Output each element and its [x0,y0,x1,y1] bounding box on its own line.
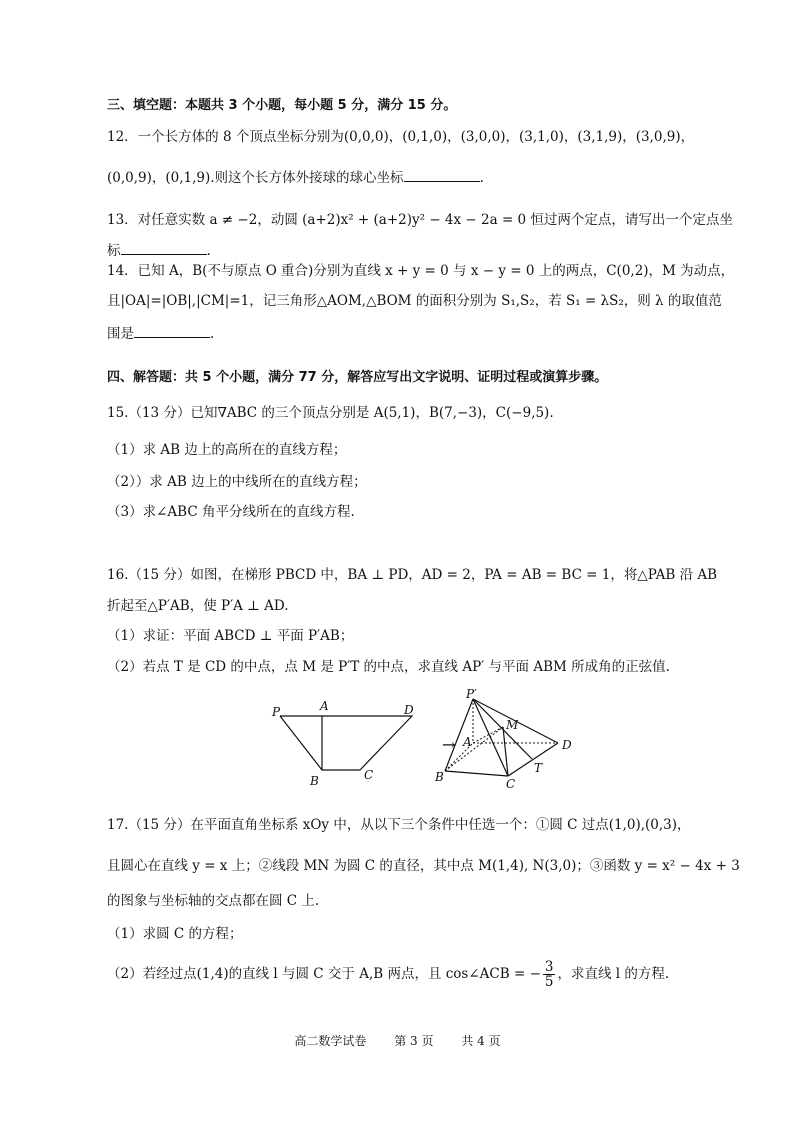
arrow-icon: → [442,735,456,754]
q12-line-2: (0,0,9)，(0,1,9).则这个长方体外接球的球心坐标 [107,170,404,186]
q16-part-1: （1）求证：平面 ABCD ⊥ 平面 P′AB； [107,628,354,644]
q12-line-1: 12．一个长方体的 8 个顶点坐标分别为(0,0,0)，(0,1,0)，(3,0,0)，(3,1,0)，(3,1,9)，(3,0,9)， [107,129,695,145]
q15-part-1: （1）求 AB 边上的高所在的直线方程； [107,442,347,458]
label-A: A [320,699,329,713]
q17-part-1: （1）求圆 C 的方程； [107,926,243,942]
q16-line-1: 16.（15 分）如图，在梯形 PBCD 中，BA ⊥ PD，AD = 2，PA = AB = BC = 1，将△PAB 沿 AB [107,567,718,583]
q14-line-1: 14．已知 A，B(不与原点 O 重合)分别为直线 x + y = 0 与 x − y = 0 上的两点，C(0,2)，M 为动点， [107,263,735,279]
label-C: C [364,768,374,782]
label-T: T [534,761,543,775]
footer-page: 第 3 页 [394,1034,434,1048]
q17-line-2: 且圆心在直线 y = x 上；②线段 MN 为圆 C 的直径，其中点 M(1,4), N(3,0)；③函数 y = x² − 4x + 3 [107,858,740,874]
label-C2: C [506,777,516,791]
q14-line-2: 且|OA|=|OB|,|CM|=1，记三角形△AOM,△BOM 的面积分别为 S₁,S₂，若 S₁ = λS₂，则 λ 的取值范 [107,293,722,309]
section-3-heading: 三、填空题：本题共 3 个小题，每小题 5 分，满分 15 分。 [107,98,457,113]
q15-part-3: （3）求∠ABC 角平分线所在的直线方程. [107,504,355,520]
label-P-prime: P′ [466,687,477,701]
q15-stem: 15.（13 分）已知∇ABC 的三个顶点分别是 A(5,1)，B(7,−3)，C(−9,5). [107,405,554,421]
footer-subject: 高二数学试卷 [294,1034,367,1048]
q17-line-1: 17.（15 分）在平面直角坐标系 xOy 中，从以下三个条件中任选一个：①圆 C 过点(1,0),(0,3)， [107,817,691,833]
fraction [543,960,556,989]
trapezoid-figure [280,716,412,770]
q16-part-2: （2）若点 T 是 CD 的中点，点 M 是 P′T 的中点，求直线 AP′ 与平面 ABM 所成角的正弦值. [107,659,670,675]
answer-blank [134,323,210,338]
page-footer [0,1032,795,1049]
q17-line-3: 的图象与坐标轴的交点都在圆 C 上. [107,893,320,909]
label-D2: D [562,738,572,752]
label-D: D [404,703,414,717]
answer-blank [404,167,480,182]
fraction-denominator: 5 [544,974,554,990]
q17-part-2: （2）若经过点(1,4)的直线 l 与圆 C 交于 A,B 两点，且 cos∠ACB = [107,966,530,982]
label-A2: A [463,735,472,749]
footer-total: 共 4 页 [461,1034,501,1048]
answer-blank [121,240,207,255]
section-4-heading: 四、解答题：共 5 个小题，满分 77 分，解答应写出文字说明、证明过程或演算步骤。 [107,370,608,385]
label-M: M [506,718,519,732]
label-B2: B [435,770,444,784]
q16-line-2: 折起至△P′AB，使 P′A ⊥ AD. [107,598,289,614]
label-P: P [272,705,281,719]
q13-line-1: 13．对任意实数 a ≠ −2，动圆 (a+2)x² + (a+2)y² − 4x − 2a = 0 恒过两个定点，请写出一个定点坐 [107,212,733,228]
fraction-numerator: 3 [544,959,554,975]
geometry-figure [270,686,600,796]
label-B: B [310,774,319,788]
q15-part-2: （2））求 AB 边上的中线所在的直线方程； [107,474,367,490]
